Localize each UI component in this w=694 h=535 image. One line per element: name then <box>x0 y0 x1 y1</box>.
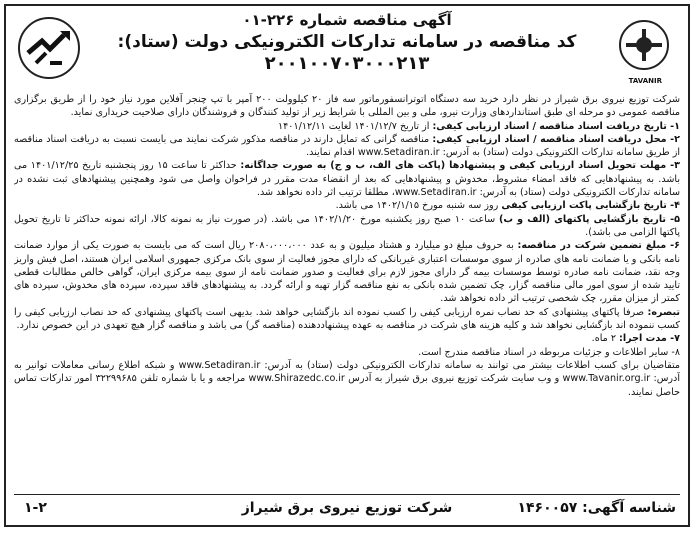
notice-header <box>14 9 680 93</box>
item-5 <box>14 213 680 240</box>
item-6 <box>14 239 680 305</box>
tavanir-logo-text: TAVANIR <box>628 77 662 85</box>
item-5-label: ۵- تاریخ بازگشایی پاکتهای (الف و ب) <box>499 213 680 225</box>
item-2-text: مناقصه گرانی که تمایل دارند در مناقصه مذکور شرکت نمایند می بایست نسبت به دریافت اسناد مناقصه از طریق سامانه تدارکات الکترونیکی دولت (ستاد) به آدرس: www.Setadiran.ir اقدام نمایند. <box>14 133 680 159</box>
lightning-icon <box>20 19 78 77</box>
item-4-text: روز سه شنبه مورخ ۱۴۰۲/۱/۱۵ می باشد. <box>335 200 502 212</box>
note-text: صرفا پاکتهای پیشنهادی که حد نصاب نمره ارزیابی کیفی را کسب نموده اند بازگشایی خواهد شد. بدیهی است پاکتهای پیشنهادی که حد نصاب ارزیابی کیفی را کسب ننموده اند بازگشایی نخواهد شد و کلیه هزینه های شرکت در مناقصه به عهده پیشنهاددهنده (مناقصه گر) می باشد و مناقصه گزار هیچ تعهدی در این خصوص ندارد. <box>14 306 680 332</box>
notice-subtitle: کد مناقصه در سامانه تدارکات الکترونیکی دولت (ستاد): <box>117 32 577 52</box>
notice-title: آگهی مناقصه شماره ۲۲۶-۰۱ <box>242 11 452 29</box>
item-3 <box>14 159 680 199</box>
item-4-label: ۴- تاریخ بازگشایی پاکت ارزیابی کیفی <box>501 200 680 212</box>
item-2 <box>14 133 680 160</box>
item-5-text: ساعت ۱۰ صبح روز یکشنبه مورخ ۱۴۰۲/۱/۲۰ می باشد. (در صورت نیاز به نمونه کالا، ارائه نمونه حداکثر تا تاریخ تحویل پاکتها الزامی می باشد). <box>14 213 680 238</box>
item-8: ۸- سایر اطلاعات و جزئیات مربوطه در اسناد مناقصه مندرج است. <box>418 346 680 358</box>
item-2-label: ۲- محل دریافت اسناد مناقصه / اسناد ارزیابی کیفی: <box>432 133 680 145</box>
ad-code: شناسه آگهی: ۱۴۶۰۰۵۷ <box>517 500 676 516</box>
item-7 <box>14 332 680 345</box>
note <box>14 306 680 333</box>
item-7-label: ۷- مدت اجرا: <box>619 333 680 345</box>
item-1-label: ۱- تاریخ دریافت اسناد مناقصه / اسناد ارزیابی کیفی: <box>432 120 680 132</box>
item-7-text: ۲ ماه. <box>591 333 620 345</box>
item-1 <box>14 120 680 133</box>
notice-footer <box>14 494 680 521</box>
item-1-text: از تاریخ ۱۴۰۱/۱۲/۷ لغایت ۱۴۰۱/۱۲/۱۱ <box>278 120 433 132</box>
item-3-label: ۳- مهلت تحویل اسناد ارزیابی کیفی و پیشنهادها (پاکت های الف، ب و ج) به صورت جداگانه: <box>240 160 680 172</box>
tavanir-logo-icon <box>612 15 676 77</box>
item-3-text: حداکثر تا ساعت ۱۵ روز پنجشنبه تاریخ ۱۴۰۱/۱۲/۲۵ می باشد. به پیشنهادهایی که فاقد امضاء مشروط، مخدوش و پیشنهادهایی که بعد از انقضاء مدت مقرر در فراخوان واصل می شود وهمچنین پیشنهادهای ثبت نشده در سامانه تدارکات الکترونیکی دولت (ستاد) به آدرس: www.Setadiran.ir، مطلقا ترتیب اثر داده نخواهد شد. <box>14 160 680 199</box>
contact-paragraph: متقاضیان برای کسب اطلاعات بیشتر می توانند به سامانه تدارکات الکترونیکی دولت (ستاد) به آدرس: www.Setadiran.ir و شبکه اطلاع رسانی معاملات توانیر به آدرس: www.Tavanir.org.ir و وب سایت شرکت توزیع نیروی برق شیراز به آدرس www.Shirazedc.co.ir مراجعه و یا با شماره تلفن ۳۲۲۹۹۶۸۵ امور تدارکات تماس حاصل نمایند. <box>14 359 680 398</box>
notice-body <box>14 93 680 483</box>
tender-notice <box>4 4 690 527</box>
intro-paragraph: شرکت توزیع نیروی برق شیراز در نظر دارد خرید سه دستگاه اتوترانسفورماتور سه فاز ۲۰ کیلوولت ۲۰۰ آمپر با تپ چنجر آفلاین مورد نیاز خود را از طریق برگزاری مناقصه عمومی دو مرحله ای طبق استانداردهای وزارت نیرو، ملی و بین المللی با شرایط زیر از تولید کنندگان و فروشندگان دارای صلاحیت خریداری نماید. <box>14 94 680 119</box>
tender-code: ۲۰۰۱۰۰۷۰۳۰۰۰۲۱۳ <box>264 53 430 74</box>
item-6-text: به حروف مبلغ دو میلیارد و هشتاد میلیون و به عدد ۲۰۸۰،۰۰۰،۰۰۰ ریال است که می بایست به صورت یکی از موارد ضمانت نامه بانکی و یا ضمانت نامه های صادره از سوی موسسات اعتباری غیربانکی که دارای مجوز فعالیت از سوی بانک مرکزی جمهوری اسلامی ایران هستند، اصل فیش واریز وجه نقد، ضمانت نامه صادره توسط موسسات بیمه گر دارای مجوز لازم برای فعالیت و صدور ضمانت نامه از سوی بیمه مرکزی ایران، گواهی خالص مطالبات قطعی تایید شده از سوی امور مالی مناقصه گزار، چک تضمین شده بانکی به نفع مناقصه گزار تهیه و ارائه گردد. به پیشنهادهای فاقد سپرده، سپرده های مخدوش، سپرده های کمتر از میزان مقرر، چک شخصی ترتیب اثر داده نخواهد شد. <box>14 240 680 305</box>
item-4 <box>14 199 680 212</box>
item-6-label: ۶- مبلغ تضمین شرکت در مناقصه: <box>517 240 680 252</box>
tavanir-logo <box>612 15 676 85</box>
page-number: ۱-۲ <box>24 500 47 516</box>
shiraz-edc-logo <box>18 17 80 79</box>
company-name: شرکت توزیع نیروی برق شیراز <box>241 500 453 516</box>
note-label: تبصره: <box>647 306 680 318</box>
